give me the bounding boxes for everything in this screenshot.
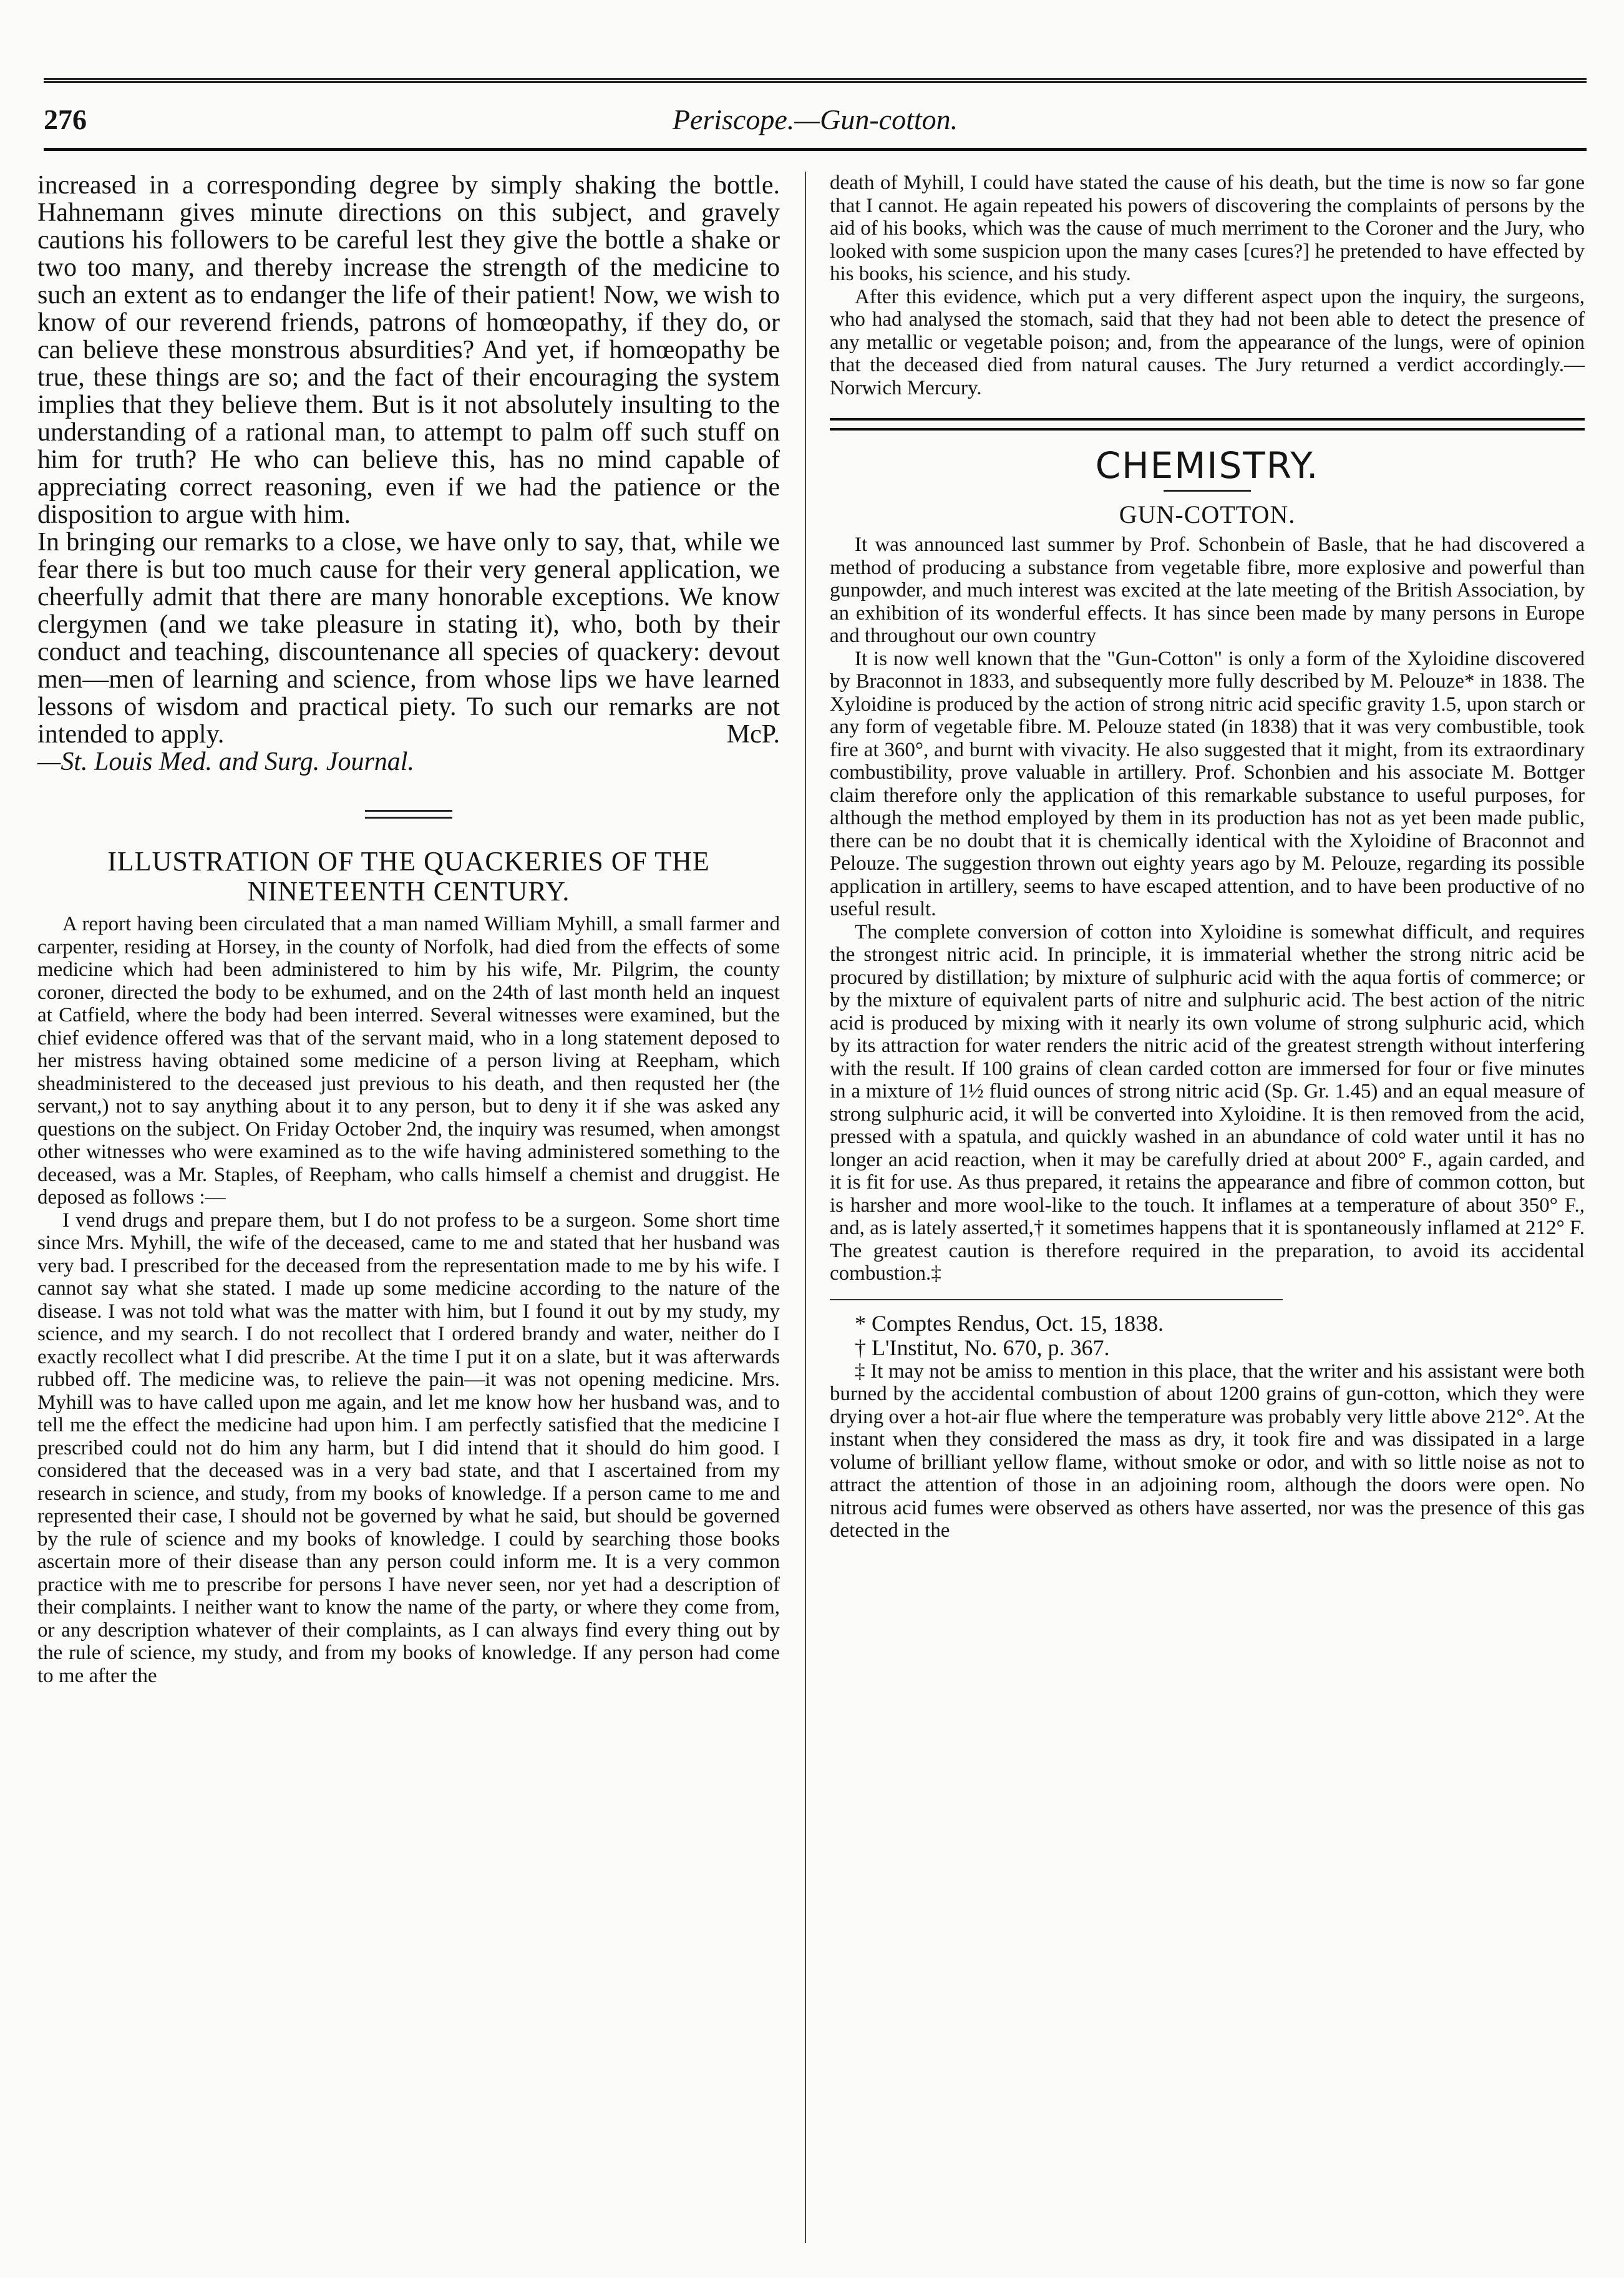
inquest-report: A report having been circulated that a man named William Myhill, a small farmer and carpenter, residing at Horsey, in the county of Norfolk, had died from the effects of some medicine which had been administered to him by his wife, Mr. Pilgrim, the county coroner, directed the body to be exhumed, and on the 24th of last month held an inquest at Catfield, where the body had been interred. Several witnesses were examined, but the chief evidence offered was that of the servant maid, who in a long statement deposed to her mistress having obtained some medicine of a person living at Reepham, which sheadministered to the deceased just previous to his death, and then requsted her (the servant,) not to say anything about it to any person, but to deny it if she was asked any questions on the subject. On Friday October 2nd, the inquiry was resumed, when amongst other witnesses who were examined as to the wife having administered something to the deceased, was a Mr. Staples, of Reepham, who calls himself a chemist and druggist. He deposed as follows :— <box>37 913 780 1209</box>
gun-cotton-intro: It was announced last summer by Prof. Schonbein of Basle, that he had discovered a method of producing a substance from vegetable fibre, more explosive and powerful than gunpowder, and much interest was excited at the late meeting of the British Association, by an exhibition of its wonderful effects. It has since been made by many persons in Europe and throughout our own country <box>830 533 1585 647</box>
preparation-paragraph: The complete conversion of cotton into Xyloidine is somewhat difficult, and requires the strongest nitric acid. In principle, it is immaterial whether the strong nitric acid be procured by distillation; by mixture of sulphuric acid with the aqua fortis of commerce; or by the mixture of equivalent parts of nitre and sulphuric acid. The best action of the nitric acid is produced by mixing with it nearly its own volume of strong sulphuric acid, which by its attraction for water renders the nitric acid of the greatest strength without interfering with the result. If 100 grains of clean carded cotton are immersed for four or five minutes in a mixture of 1½ fluid ounces of strong nitric acid (Sp. Gr. 1.45) and an equal measure of strong sulphuric acid, it will be converted into Xyloidine. It is then removed from the acid, pressed with a spatula, and quickly washed in an abundance of cold water until it has no longer an acid reaction, when it may be carefully dried at about 200° F., again carded, and it is fit for use. As thus prepared, it retains the appearance and fibre of common cotton, but is harsher and more wool-like to the touch. It inflames at a temperature of about 350° F., and, as is lately asserted,† it sometimes happens that it is spontaneously inflamed at 212° F. The greatest caution is therefore required in the preparation, to avoid its accidental combustion.‡ <box>830 920 1585 1285</box>
closing-paragraph: In bringing our remarks to a close, we have only to say, that, while we fear there is but too much cause for their very general application, we cheerfully admit that there are many honorable exceptions. We know clergymen (and we take pleasure in stating it), who, both by their conduct and teaching, discountenance all species of quackery: devout men—men of learning and science, from whose lips we have learned lessons of wisdom and practical piety. To such our remarks are not intended to apply. <box>37 528 780 749</box>
section-title: CHEMISTRY. <box>1095 444 1320 487</box>
source-citation: —St. Louis Med. and Surg. Journal. <box>37 747 414 776</box>
running-title: Periscope.—Gun-cotton. <box>672 104 958 135</box>
druggist-testimony: I vend drugs and prepare them, but I do not profess to be a surgeon. Some short time since Mrs. Myhill, the wife of the deceased, came to me and stated that her husband was very bad. I prescribed for the deceased from the representation made to me by his wife. I cannot say what she stated. I made up some medicine according to the nature of the disease. I was not told what was the matter with him, but I found it out by my study, my science, and my search. I do not recollect that I ordered brandy and water, neither do I exactly recollect what I did prescribe. At the time I put it on a slate, but it was afterwards rubbed off. The medicine was, to relieve the pain—it was not opening medicine. Mrs. Myhill was to have called upon me again, and let me know how her husband was, and to tell me the effect the medicine had upon him. I am perfectly satisfied that the medicine I prescribed could not do him any harm, but I did intend that it should do him good. I considered that the deceased was in a very bad state, and that I ascertained from my research in science, and study, from my books of knowledge. If a person came to me and represented their case, I should not be governed by what he said, but should be governed by the rule of science and my books of knowledge. I could by searching those books ascertain more of their disease than any person could inform me. It is a very common practice with me to prescribe for persons I have never seen, nor yet had a description of their complaints. I neither want to know the name of the party, or where they come from, or any description whatever of their complaints, as I can always find every thing out by the rule of science, my study, and from my books of knowledge. If any person had come to me after the <box>37 1209 780 1687</box>
footnote-rule <box>830 1299 1283 1300</box>
article-separator <box>365 810 452 819</box>
heading-rule <box>1164 490 1251 492</box>
xyloidine-paragraph: It is now well known that the "Gun-Cotton" is only a form of the Xyloidine discovered by Braconnot in 1833, and subsequently more fully described by M. Pelouze* in 1838. The Xyloidine is produced by the action of strong nitric acid specific gravity 1.5, upon starch or any form of vegetable fibre. M. Pelouze stated (in 1838) that it was very combustible, took fire at 360°, and burnt with vivacity. He also suggested that it might, from its extraordinary combustibility, prove valuable in artillery. Prof. Schonbien and his associate M. Bottger claim therefore only the application of this remarkable substance to useful purposes, for although the method employed by them in its production has not as yet been made public, there can be no doubt that it is chemically identical with the Xyloidine of Braconnot and Pelouze. The suggestion thrown out eighty years ago by M. Pelouze, regarding its possible application in artillery, seems to have escaped attention, and to have been productive of no useful result. <box>830 647 1585 920</box>
left-column <box>37 172 780 1687</box>
author-signature: McP. <box>726 720 780 749</box>
footnote-1: * Comptes Rendus, Oct. 15, 1838. <box>855 1310 1164 1336</box>
page <box>37 0 1587 2278</box>
column-divider <box>805 172 806 2243</box>
subsection-title: GUN-COTTON. <box>1119 500 1296 528</box>
article-title: ILLUSTRATION OF THE QUACKERIES OF THE NINETEENTH CENTURY. <box>107 846 710 907</box>
section-separator <box>830 418 1585 431</box>
header-top-rule <box>44 78 1587 83</box>
verdict-paragraph: After this evidence, which put a very different aspect upon the inquiry, the surgeons, who had analysed the stomach, said that they had not been able to detect the presence of any metallic or vegetable poison; and, from the appearance of the lungs, were of opinion that the deceased died from natural causes. The Jury returned a verdict accordingly.—Norwich Mercury. <box>830 285 1585 399</box>
testimony-continued: death of Myhill, I could have stated the cause of his death, but the time is now so far gone that I cannot. He again repeated his powers of discovering the complaints of persons by the aid of his books, which was the cause of much merriment to the Coroner and the Jury, who looked with some suspicion upon the many cases [cures?] he pretended to have effected by his books, his science, and his study. <box>830 172 1585 285</box>
footnote-2: † L'Institut, No. 670, p. 367. <box>855 1335 1110 1360</box>
header-bottom-rule <box>44 148 1587 151</box>
page-number: 276 <box>44 104 87 135</box>
running-header <box>44 103 1587 148</box>
homoeopathy-paragraph: increased in a corresponding degree by simply shaking the bottle. Hahnemann gives minute directions on this subject, and gravely cautions his followers to be careful lest they give the bottle a shake or two too many, and thereby increase the strength of the medicine to such an extent as to endanger the life of their patient! Now, we wish to know of our reverend friends, patrons of homœopathy, if they do, or can believe these monstrous absurdities? And yet, if homœopathy be true, these things are so; and the fact of their encouraging the system implies that they believe them. But is it not absolutely insulting to the understanding of a rational man, to attempt to palm off such stuff on him for truth? He who can believe this, has no mind capable of appreciating correct reasoning, even if we had the patience or the disposition to argue with him. <box>37 171 780 529</box>
right-column <box>830 172 1585 1542</box>
footnote-3: ‡ It may not be amiss to mention in this place, that the writer and his assistant were both burned by the accidental combustion of about 1200 grains of gun-cotton, which they were drying over a hot-air flue where the temperature was probably very little above 212°. At the instant when they considered the mass as dry, it took fire and was dissipated in a large volume of brilliant yellow flame, without smoke or odor, and with so little noise as not to attract the attention of those in an adjoining room, although the doors were open. No nitrous acid fumes were observed as others have asserted, nor was the presence of this gas detected in the <box>830 1360 1585 1542</box>
